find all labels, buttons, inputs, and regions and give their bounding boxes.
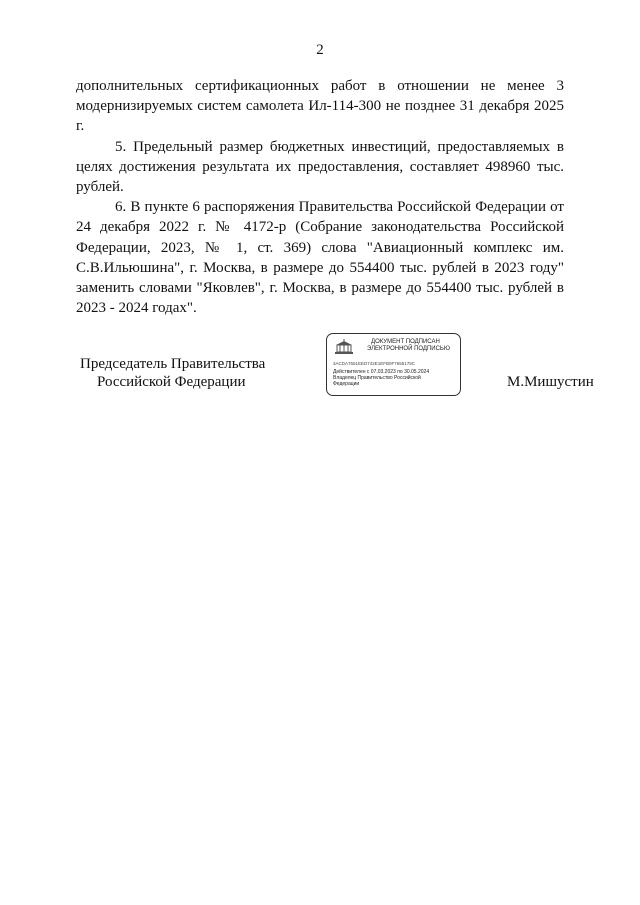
- paragraph-continuation: дополнительных сертификационных работ в отношении не менее 3 модернизируемых систем самолета Ил-114-300 не позднее 31 декабря 2025 г.: [76, 78, 564, 135]
- signer-position: [80, 355, 265, 391]
- stamp-owner-line1: Владелец Правительство Российской: [333, 375, 421, 381]
- stamp-validity: Действителен с 07.03.2023 по 30.05.2024: [333, 369, 430, 375]
- page-number: 2: [316, 42, 324, 58]
- paragraph-item-6: 6. В пункте 6 распоряжения Правительства Российской Федерации от 24 декабря 2022 г. № 4172-р (Собрание законодательства Российской Федерации, 2023, № 1, ст. 369) слова "Авиационный комплекс им. С.В.Ильюшина", г. Москва, в размере до 554400 тыс. рублей в 2023 году" заменить словами "Яковлев", г. Москва, в размере до 554400 тыс. рублей в 2023 - 2024 годах".: [76, 199, 564, 317]
- signer-position-line1: Председатель Правительства: [80, 356, 266, 372]
- government-building-icon: [334, 339, 354, 355]
- stamp-title-line2: ЭЛЕКТРОННОЙ ПОДПИСЬЮ: [367, 346, 450, 352]
- stamp-owner-line2: Федерации: [333, 381, 360, 387]
- paragraph-item-5: 5. Предельный размер бюджетных инвестиций, предоставляемых в целях достижения результата их предоставления, составляет 498960 тыс. рублей.: [76, 138, 564, 196]
- document-body: [76, 76, 564, 318]
- signer-position-line2: Российской Федерации: [97, 374, 246, 390]
- electronic-signature-stamp: [326, 333, 461, 396]
- stamp-certificate: 3ACDA7651EED742E1EFB0F7655178C: [333, 361, 416, 366]
- signer-name: М.Мишустин: [507, 374, 594, 390]
- stamp-title-line1: ДОКУМЕНТ ПОДПИСАН: [371, 339, 440, 345]
